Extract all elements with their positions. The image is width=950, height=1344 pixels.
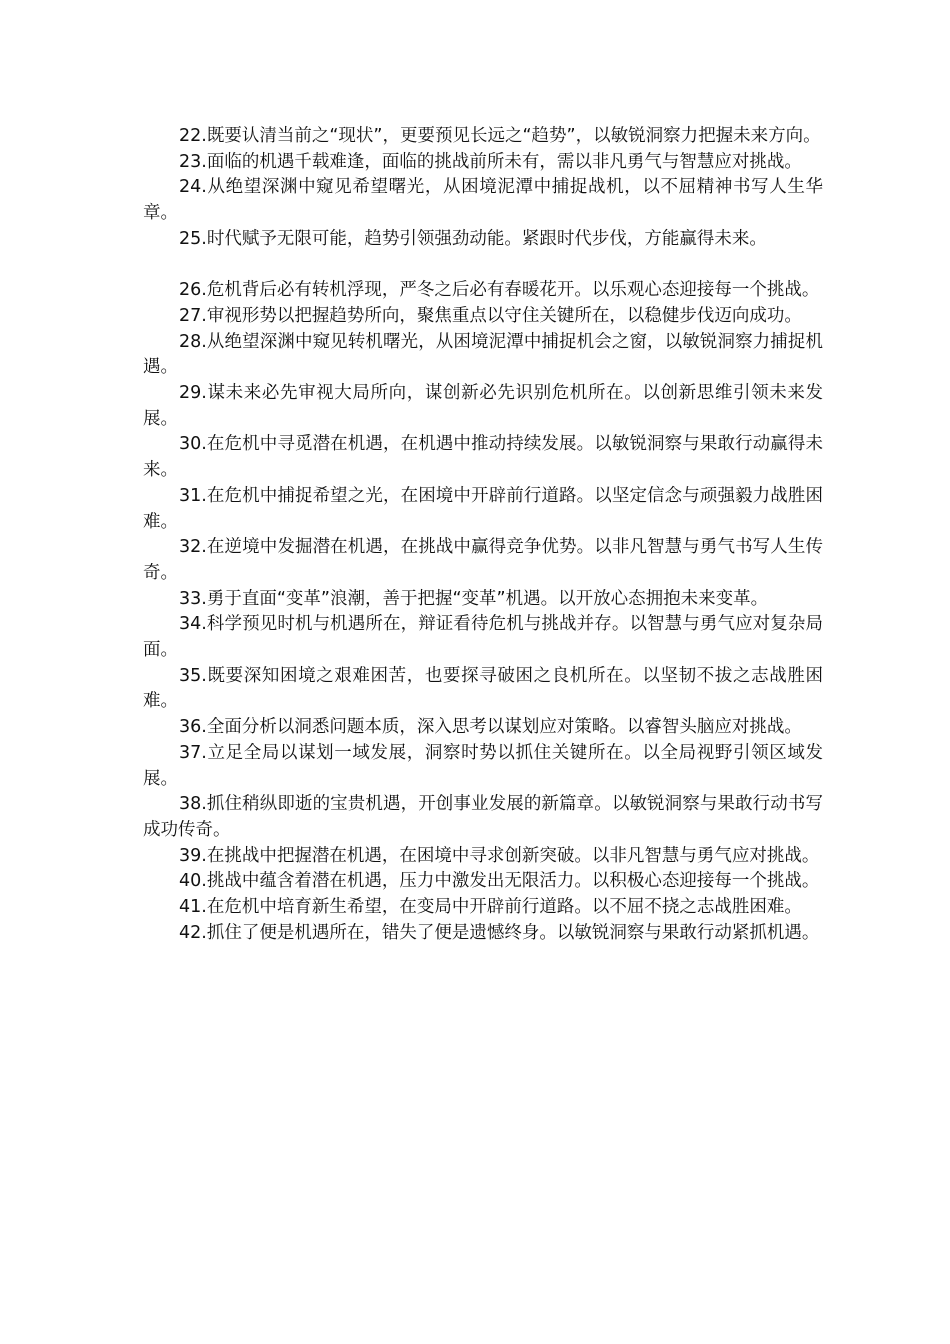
paragraph-34: 34.科学预见时机与机遇所在，辩证看待危机与挑战并存。以智慧与勇气应对复杂局面。 bbox=[143, 614, 823, 661]
paragraph-27: 27.审视形势以把握趋势所向，聚焦重点以守住关键所在，以稳健步伐迈向成功。 bbox=[179, 305, 802, 326]
paragraph-31: 31.在危机中捕捉希望之光，在困境中开辟前行道路。以坚定信念与顽强毅力战胜困难。 bbox=[143, 485, 823, 532]
paragraph-38: 38.抓住稍纵即逝的宝贵机遇，开创事业发展的新篇章。以敏锐洞察与果敢行动书写成功传奇。 bbox=[143, 794, 823, 840]
paragraph-23: 23.面临的机遇千载难逢，面临的挑战前所未有，需以非凡勇气与智慧应对挑战。 bbox=[179, 151, 802, 172]
paragraph-35: 35.既要深知困境之艰难困苦，也要探寻破困之良机所在。以坚韧不拔之志战胜困难。 bbox=[143, 665, 823, 712]
paragraph-29: 29.谋未来必先审视大局所向，谋创新必先识别危机所在。以创新思维引领未来发展。 bbox=[143, 383, 823, 429]
paragraph-39: 39.在挑战中把握潜在机遇，在困境中寻求创新突破。以非凡智慧与勇气应对挑战。 bbox=[179, 845, 820, 866]
paragraph-30: 30.在危机中寻觅潜在机遇，在机遇中推动持续发展。以敏锐洞察与果敢行动赢得未来。 bbox=[143, 434, 823, 481]
paragraph-25: 25.时代赋予无限可能，趋势引领强劲动能。紧跟时代步伐，方能赢得未来。 bbox=[179, 228, 767, 249]
paragraph-28: 28.从绝望深渊中窥见转机曙光，从困境泥潭中捕捉机会之窗，以敏锐洞察力捕捉机遇。 bbox=[143, 331, 823, 378]
paragraph-32: 32.在逆境中发掘潜在机遇，在挑战中赢得竞争优势。以非凡智慧与勇气书写人生传奇。 bbox=[143, 537, 823, 583]
paragraph-41: 41.在危机中培育新生希望，在变局中开辟前行道路。以不屈不挠之志战胜困难。 bbox=[179, 897, 802, 918]
paragraph-26: 26.危机背后必有转机浮现，严冬之后必有春暖花开。以乐观心态迎接每一个挑战。 bbox=[179, 280, 820, 301]
paragraph-36: 36.全面分析以洞悉问题本质，深入思考以谋划应对策略。以睿智头脑应对挑战。 bbox=[179, 717, 802, 738]
paragraph-33: 33.勇于直面“变革”浪潮，善于把握“变革”机遇。以开放心态拥抱未来变革。 bbox=[179, 588, 769, 609]
paragraph-22: 22.既要认清当前之“现状”，更要预见长远之“趋势”，以敏锐洞察力把握未来方向。 bbox=[179, 126, 821, 146]
paragraph-40: 40.挑战中蕴含着潜在机遇，压力中激发出无限活力。以积极心态迎接每一个挑战。 bbox=[179, 871, 820, 892]
paragraph-37: 37.立足全局以谋划一域发展，洞察时势以抓住关键所在。以全局视野引领区域发展。 bbox=[143, 742, 823, 789]
paragraph-42: 42.抓住了便是机遇所在，错失了便是遗憾终身。以敏锐洞察与果敢行动紧抓机遇。 bbox=[179, 922, 820, 943]
paragraph-24: 24.从绝望深渊中窥见希望曙光，从困境泥潭中捕捉战机，以不屈精神书写人生华章。 bbox=[143, 177, 823, 224]
document-page bbox=[143, 124, 823, 946]
